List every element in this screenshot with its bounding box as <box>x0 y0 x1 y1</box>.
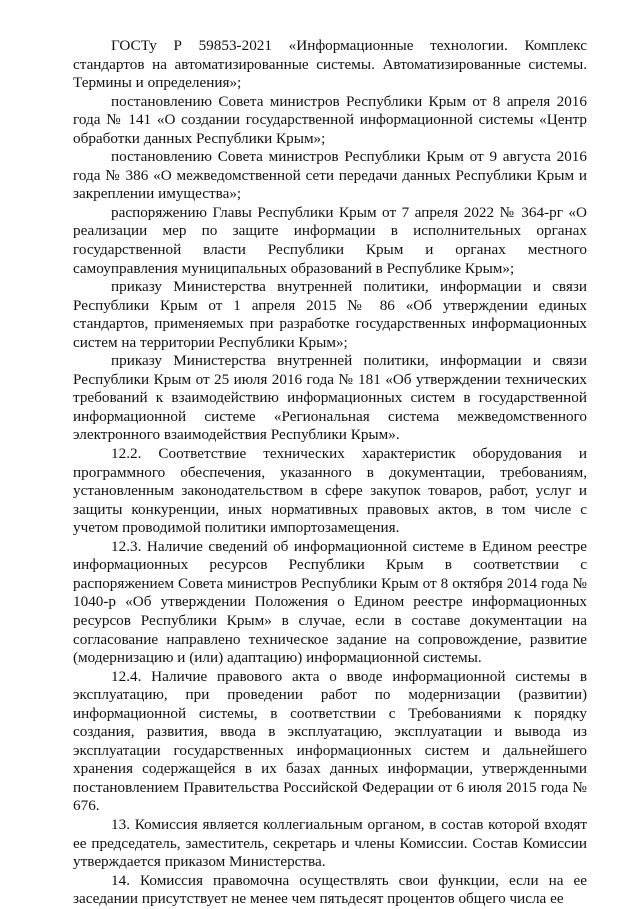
paragraph-ministry-order-181: приказу Министерства внутренней политики, информации и связи Республики Крым от 25 июля 2016 года № 181 «Об утверждении технических требований к взаимодействию информационных систем в государственной информационной системе «Региональная система межведомственного электронного взаимодействия Республики Крым». <box>73 352 587 444</box>
paragraph-resolution-386: постановлению Совета министров Республики Крым от 9 августа 2016 года № 386 «О межведомственной сети передачи данных Республики Крым и закреплении имущества»; <box>73 148 587 203</box>
paragraph-12-3: 12.3. Наличие сведений об информационной системе в Едином реестре информационных ресурсов Республики Крым в соответствии с распоряжением Совета министров Республики Крым от 8 октября 2014 года № 1040-р «Об утверждении Положения о Едином реестре информационных ресурсов Республики Крым» в случае, если в составе документации на согласование направлено техническое задание на сопровождение, развитие (модернизацию и (или) адаптацию) информационной системы. <box>73 537 587 667</box>
paragraph-order-364-rg: распоряжению Главы Республики Крым от 7 апреля 2022 № 364-рг «О реализации мер по защите информации в исполнительных органах государственной власти Республики Крым и органах местного самоуправления муниципальных образований в Республике Крым»; <box>73 203 587 277</box>
paragraph-13: 13. Комиссия является коллегиальным органом, в состав которой входят ее председатель, заместитель, секретарь и члены Комиссии. Состав Комиссии утверждается приказом Министерства. <box>73 815 587 871</box>
document-body <box>73 37 587 909</box>
paragraph-12-2: 12.2. Соответствие технических характеристик оборудования и программного обеспечения, указанного в документации, требованиям, установленным законодательством в сфере закупок товаров, работ, услуг и защиты конкуренции, иных нормативных правовых актов, в том числе с учетом проводимой политики импортозамещения. <box>73 445 587 537</box>
paragraph-gost-reference: ГОСТу Р 59853-2021 «Информационные технологии. Комплекс стандартов на автоматизированные системы. Автоматизированные системы. Термины и определения»; <box>73 37 587 92</box>
paragraph-12-4: 12.4. Наличие правового акта о вводе информационной системы в эксплуатацию, при проведении работ по модернизации (развитии) информационной системы, в соответствии с Требованиями к порядку создания, развития, ввода в эксплуатацию, эксплуатации и вывода из эксплуатации государственных информационных систем и дальнейшего хранения содержащейся в их базах данных информации, утвержденными постановлением Правительства Российской Федерации от 6 июля 2015 года № 676. <box>73 667 587 815</box>
paragraph-resolution-141: постановлению Совета министров Республики Крым от 8 апреля 2016 года № 141 «О создании государственной информационной системы «Центр обработки данных Республики Крым»; <box>73 92 587 147</box>
paragraph-14: 14. Комиссия правомочна осуществлять свои функции, если на ее заседании присутствует не менее чем пятьдесят процентов общего числа ее <box>73 871 587 908</box>
paragraph-ministry-order-86: приказу Министерства внутренней политики, информации и связи Республики Крым от 1 апреля 2015 № 86 «Об утверждении единых стандартов, применяемых при разработке государственных информационных систем на территории Республики Крым»; <box>73 278 587 351</box>
